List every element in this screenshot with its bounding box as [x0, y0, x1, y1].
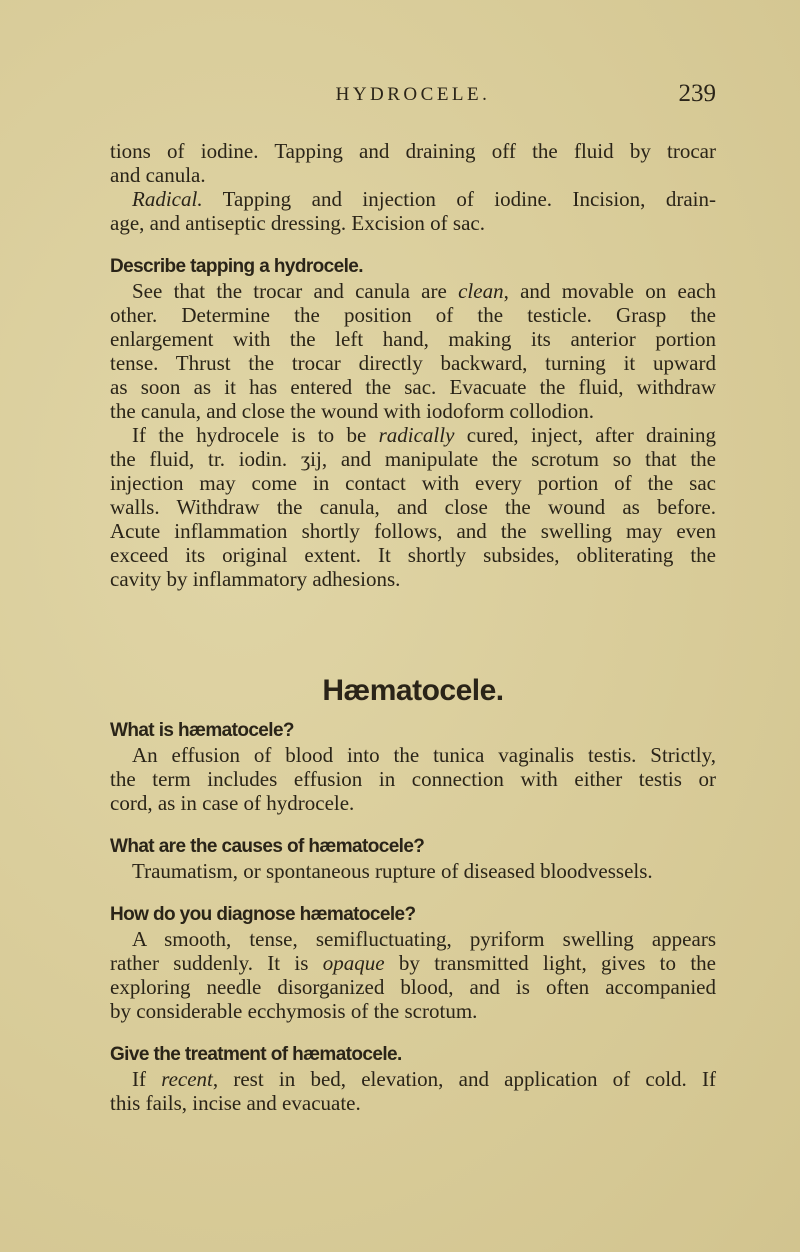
italic-text: clean	[458, 279, 504, 303]
text-run: rather suddenly. It is	[110, 951, 323, 975]
text-run: as soon as it has entered the sac. Evacuate the fluid, withdraw	[110, 375, 716, 399]
text-run: Tapping and injection of iodine. Incision, drain-	[202, 187, 716, 211]
text-run: age, and antiseptic dressing. Excision of sac.	[110, 211, 485, 235]
text-line	[110, 951, 716, 975]
text-line	[110, 327, 716, 351]
running-title: HYDROCELE.	[335, 84, 491, 105]
text-line	[110, 447, 716, 471]
text-run: enlargement with the left hand, making its anterior portion	[110, 327, 716, 351]
section-title: Hæmatocele.	[322, 674, 504, 707]
text-run: by transmitted light, gives to the	[384, 951, 716, 975]
running-header	[110, 80, 716, 114]
paragraph	[110, 927, 716, 1023]
text-line	[110, 279, 716, 303]
text-run: walls. Withdraw the canula, and close the wound as before.	[110, 495, 716, 519]
page-number: 239	[678, 80, 716, 107]
text-line	[110, 187, 716, 211]
text-line	[110, 927, 716, 951]
page-body	[110, 139, 716, 1115]
italic-text: radically	[378, 423, 455, 447]
text-line	[110, 303, 716, 327]
text-run: , rest in bed, elevation, and application of cold. If	[212, 1067, 716, 1091]
text-line	[110, 791, 716, 815]
italic-text: opaque	[322, 951, 385, 975]
text-line	[110, 743, 716, 767]
text-run: cord, as in case of hydrocele.	[110, 791, 355, 815]
text-line	[110, 351, 716, 375]
text-run: , and movable on each	[503, 279, 717, 303]
text-run: other. Determine the position of the testicle. Grasp the	[110, 303, 716, 327]
text-run: cured, inject, after draining	[454, 423, 717, 447]
text-line	[110, 999, 716, 1023]
text-line	[110, 519, 716, 543]
text-run: injection may come in contact with every portion of the sac	[110, 471, 716, 495]
text-run: cavity by inflammatory adhesions.	[110, 567, 401, 591]
text-line	[110, 163, 716, 187]
text-run: exploring needle disorganized blood, and is often accompanied	[110, 975, 716, 999]
question-heading: What are the causes of hæmatocele?	[110, 836, 425, 857]
question-heading: How do you diagnose hæmatocele?	[110, 904, 416, 925]
italic-text: recent	[161, 1067, 213, 1091]
text-run: Traumatism, or spontaneous rupture of diseased bloodvessels.	[132, 859, 653, 883]
text-run: exceed its original extent. It shortly subsides, obliterating the	[110, 543, 716, 567]
paragraph	[110, 187, 716, 235]
text-run: If	[132, 1067, 162, 1091]
text-line	[110, 139, 716, 163]
text-run: tions of iodine. Tapping and draining off the fluid by trocar	[110, 139, 716, 163]
text-line	[110, 1091, 716, 1115]
text-line	[110, 471, 716, 495]
paragraph	[110, 859, 716, 883]
text-run: An effusion of blood into the tunica vaginalis testis. Strictly,	[132, 743, 716, 767]
text-run: If the hydrocele is to be	[132, 423, 379, 447]
text-run: tense. Thrust the trocar directly backward, turning it upward	[110, 351, 716, 375]
text-line	[110, 423, 716, 447]
italic-text: Radical.	[132, 187, 203, 211]
text-run: Acute inflammation shortly follows, and the swelling may even	[110, 519, 716, 543]
text-line	[110, 1067, 716, 1091]
question-heading: Describe tapping a hydrocele.	[110, 256, 363, 277]
text-run: the term includes effusion in connection with either testis or	[110, 767, 716, 791]
text-line	[110, 859, 716, 883]
text-line	[110, 495, 716, 519]
paragraph	[110, 743, 716, 815]
text-line	[110, 375, 716, 399]
text-run: by considerable ecchymosis of the scrotum.	[110, 999, 478, 1023]
text-run: and canula.	[110, 163, 206, 187]
text-line	[110, 567, 716, 591]
paragraph	[110, 1067, 716, 1115]
text-run: this fails, incise and evacuate.	[110, 1091, 361, 1115]
paragraph	[110, 139, 716, 187]
text-line	[110, 975, 716, 999]
text-line	[110, 543, 716, 567]
question-heading: What is hæmatocele?	[110, 720, 294, 741]
text-run: the canula, and close the wound with iodoform collodion.	[110, 399, 595, 423]
question-heading: Give the treatment of hæmatocele.	[110, 1044, 402, 1065]
text-line	[110, 399, 716, 423]
text-run: See that the trocar and canula are	[132, 279, 459, 303]
paragraph	[110, 423, 716, 591]
paragraph	[110, 279, 716, 423]
text-line	[110, 211, 716, 235]
text-run: the fluid, tr. iodin. ʒij, and manipulate the scrotum so that the	[110, 447, 716, 471]
text-run: A smooth, tense, semifluctuating, pyriform swelling appears	[132, 927, 716, 951]
text-line	[110, 767, 716, 791]
